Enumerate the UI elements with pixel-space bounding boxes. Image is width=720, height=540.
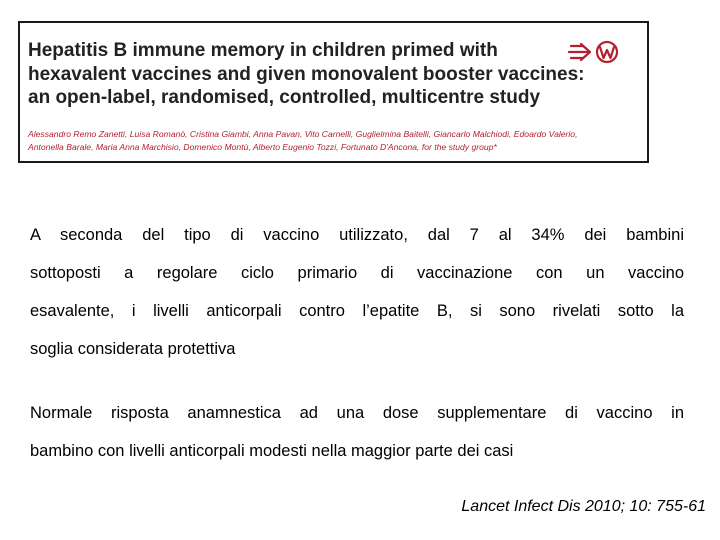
paragraph-line: bambino con livelli anticorpali modesti nella maggior parte dei casi — [30, 442, 514, 460]
article-header-image — [18, 21, 649, 163]
article-title — [28, 39, 585, 110]
article-authors — [28, 128, 633, 154]
paragraph-line: soglia considerata protettiva — [30, 340, 236, 358]
summary-paragraph-1 — [30, 216, 684, 368]
summary-paragraph-2 — [30, 394, 684, 470]
paragraph-line: Normale risposta anamnestica ad una dose supplementare di vaccino in — [30, 404, 684, 422]
article-title-line: hexavalent vaccines and given monovalent booster vaccines: — [28, 63, 585, 85]
paragraph-line: A seconda del tipo di vaccino utilizzato, dal 7 al 34% dei bambini — [30, 226, 684, 244]
lancet-arrow-w-logo — [567, 39, 627, 65]
article-authors-line: Antonella Barale, Maria Anna Marchisio, Domenico Montù, Alberto Eugenio Tozzi, Fortunato D'Ancona, for the study group* — [28, 142, 497, 152]
article-title-line: Hepatitis B immune memory in children primed with — [28, 40, 498, 61]
paragraph-line: esavalente, i livelli anticorpali contro l’epatite B, si sono rivelati sotto la — [30, 302, 684, 320]
article-title-line: an open-label, randomised, controlled, multicentre study — [28, 87, 541, 108]
article-authors-line: Alessandro Remo Zanetti, Luisa Romanò, Cristina Giambi, Anna Pavan, Vito Carnelli, Guglielmina Baitelli, Giancarlo Malchiodi, Edoardo Valerio, — [28, 129, 578, 139]
paragraph-line: sottoposti a regolare ciclo primario di vaccinazione con un vaccino — [30, 264, 684, 282]
journal-citation: Lancet Infect Dis 2010; 10: 755-61 — [461, 498, 706, 515]
